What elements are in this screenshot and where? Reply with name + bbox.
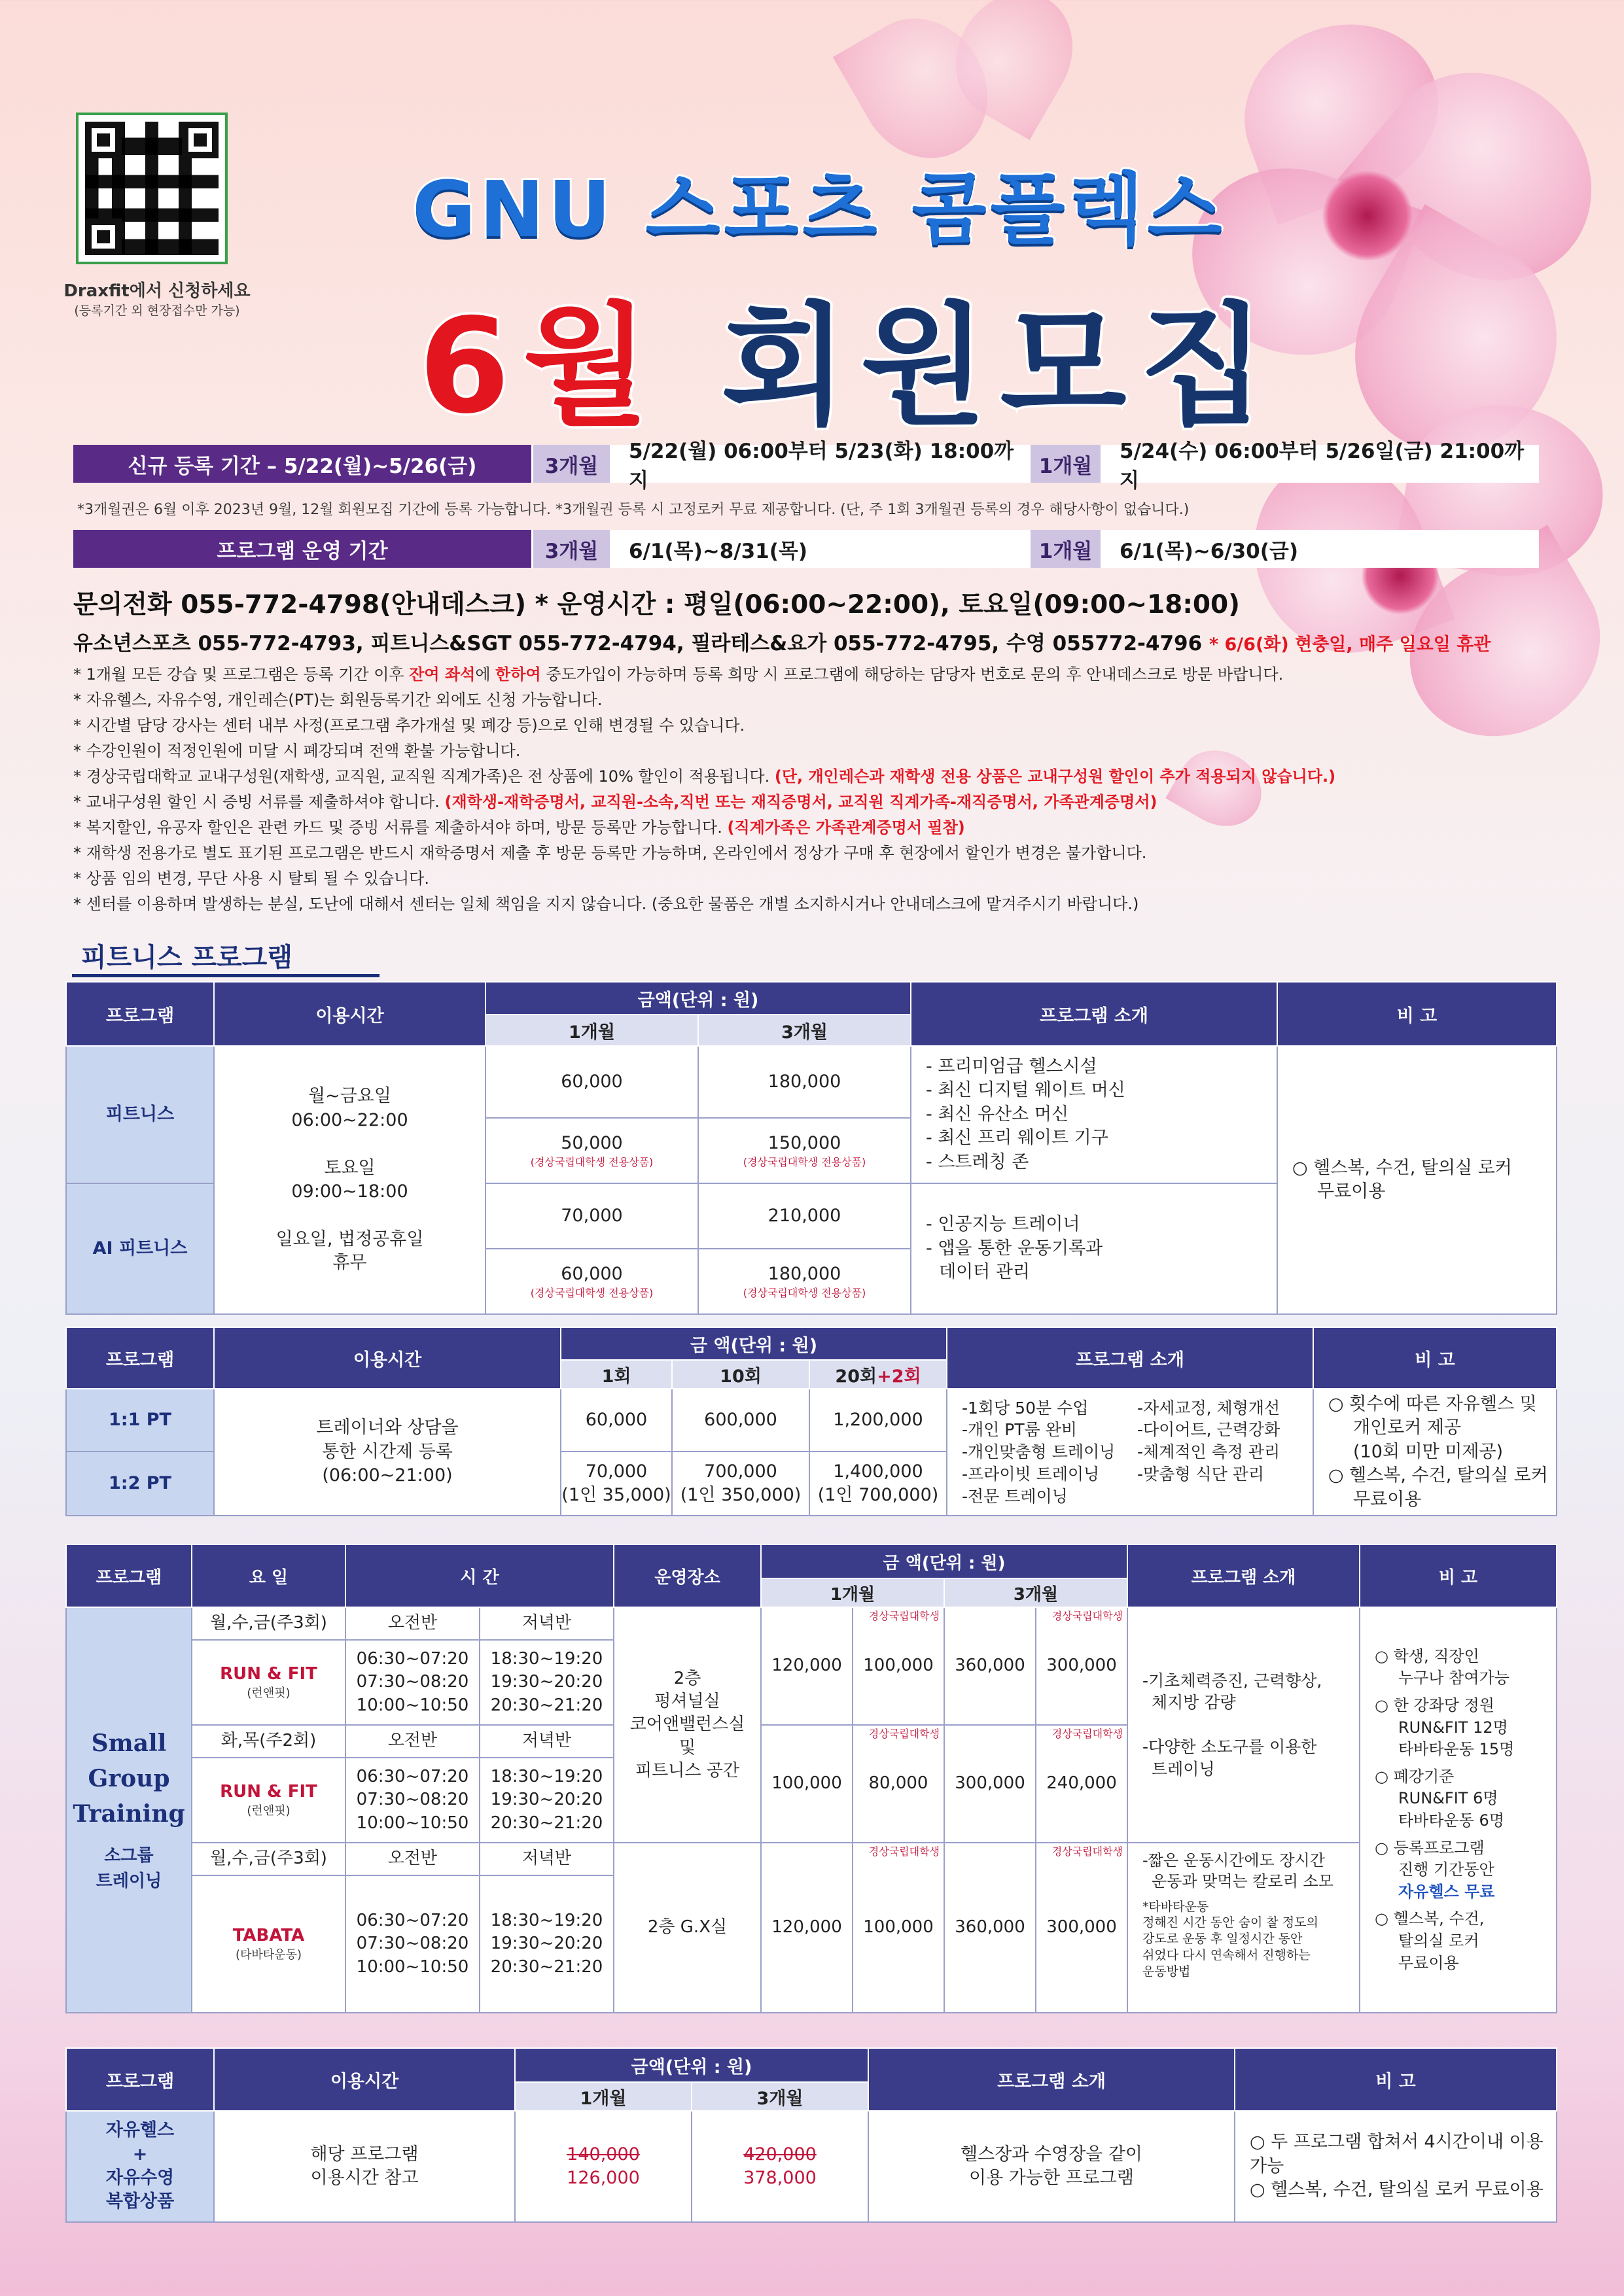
program-fitness: 피트니스	[66, 1046, 214, 1183]
notice-list	[73, 662, 1578, 917]
notice-item: * 시간별 담당 강사는 센터 내부 사정(프로그램 추가개설 및 폐강 등)으로 인해 변경될 수 있습니다.	[73, 716, 745, 735]
program-tabata: TABATA (타바타운동)	[192, 1875, 345, 2013]
fitness-hours: 월~금요일 06:00~22:00 토요일 09:00~18:00 일요일, 법정공휴일 휴무	[214, 1046, 485, 1314]
title-line1: GNU 스포츠 콤플렉스	[412, 164, 1226, 254]
contact-info: 문의전화 055-772-4798(안내데스크) * 운영시간 : 평일(06:00~22:00), 토요일(09:00~18:00)	[73, 590, 1241, 619]
notice-item: * 수강인원이 적정인원에 미달 시 폐강되며 전액 환불 가능합니다.	[73, 742, 521, 760]
program-ai-fitness: AI 피트니스	[66, 1183, 214, 1314]
runfit-intro: -기초체력증진, 근력향상, 체지방 감량 -다양한 소도구를 이용한 트레이닝	[1127, 1607, 1360, 1843]
program-sgt: Small Group Training 소그룹 트레이닝	[66, 1607, 192, 2013]
notice-item: * 자유헬스, 자유수영, 개인레슨(PT)는 회원등록기간 외에도 신청 가능합니다.	[73, 691, 603, 709]
fitness-intro: - 프리미엄급 헬스시설 - 최신 디지털 웨이트 머신 - 최신 유산소 머신 - 최신 프리 웨이트 기구 - 스트레칭 존	[911, 1046, 1277, 1183]
fitness-note: ○ 헬스복, 수건, 탈의실 로커 무료이용	[1277, 1046, 1557, 1314]
notice-item: * 교내구성원 할인 시 증빙 서류를 제출하셔야 합니다. (재학생-재학증명서, 교직원-소속,직번 또는 재직증명서, 교직원 직계가족-재직증명서, 가족관계증명서)	[73, 793, 1157, 811]
notice-item: * 1개월 모든 강습 및 프로그램은 등록 기간 이후 잔여 좌석에 한하여 중도가입이 가능하며 등록 희망 시 프로그램에 해당하는 담당자 번호로 문의 후 안내데스크로 방문 바랍니다.	[73, 665, 1284, 684]
pt-intro: -1회당 50분 수업 -자세교정, 체형개선 -개인 PT룸 완비 -다이어트, 근력강화 -개인맞춤형 트레이닝 -체계적인 측정 관리 -프라이빗 트레이닝 -맞춤형 식단 관리 -전문 트레이닝	[947, 1389, 1313, 1516]
program-combo: 자유헬스 + 자유수영 복합상품	[66, 2111, 214, 2222]
program-runfit-2: RUN & FIT (런앤핏)	[192, 1758, 345, 1843]
combo-table: 프로그램 이용시간 금액(단위 : 원) 프로그램 소개 비 고 1개월 3개월 자유헬스 + 자유수영 복합상품 해당 프로그램 이용시간 참고 140,000 126,000 420,000 378,000 헬스장과 수영장을 같이 이용 가능한 프로그램 ○ 두 프로그램 합쳐서 4시간이내 이용가능 ○ 헬스복, 수건, 탈의실 로커 무료이용	[65, 2047, 1557, 2223]
program-pt-1-2: 1:2 PT	[66, 1452, 214, 1516]
notice-item: * 상품 임의 변경, 무단 사용 시 탈퇴 될 수 있습니다.	[73, 869, 430, 888]
program-pt-1-1: 1:1 PT	[66, 1389, 214, 1452]
qr-subcaption: (등록기간 외 현장접수만 가능)	[74, 304, 240, 318]
notice-item: * 복지할인, 유공자 할인은 관련 카드 및 증빙 서류를 제출하셔야 하며, 방문 등록만 가능합니다. (직계가족은 가족관계증명서 필참)	[73, 818, 965, 837]
title-line2: 6월 회원모집	[419, 290, 1279, 443]
qr-caption: Draxfit에서 신청하세요	[63, 281, 251, 301]
program-runfit-1: RUN & FIT (런앤핏)	[192, 1640, 345, 1725]
operation-period-bar: 프로그램 운영 기간 3개월 6/1(목)~8/31(목) 1개월 6/1(목)~6/30(금)	[73, 530, 1539, 568]
tabata-intro: -짧은 운동시간에도 장시간 운동과 맞먹는 칼로리 소모 *타바타운동 정해진 시간 동안 숨이 찰 정도의 강도로 운동 후 일정시간 동안 쉬었다 다시 연속해서 진행하는 운동방법	[1127, 1843, 1360, 2013]
sgt-note: ○ 학생, 직장인 누구나 참여가능 ○ 한 강좌당 정원 RUN&FIT 12명 타바타운동 15명 ○ 폐강기준 RUN&FIT 6명 타바타운동 6명 ○ 등록프로그램 진행 기간동안 자유헬스 무료 ○ 헬스복, 수건, 탈의실 로커 무료이용	[1360, 1607, 1557, 2013]
pt-note: ○ 횟수에 따른 자유헬스 및 개인로커 제공 (10회 미만 미제공) ○ 헬스복, 수건, 탈의실 로커 무료이용	[1313, 1389, 1557, 1516]
place-gx: 2층 G.X실	[614, 1843, 761, 2013]
registration-note: *3개월권은 6월 이후 2023년 9월, 12월 회원모집 기간에 등록 가능합니다. *3개월권 등록 시 고정로커 무료 제공합니다. (단, 주 1회 3개월권 등록의 경우 해당사항이 없습니다.)	[77, 502, 1190, 518]
department-phones: 유소년스포츠 055-772-4793, 피트니스&SGT 055-772-4794, 필라테스&요가 055-772-4795, 수영 055772-4796 * 6/6(화) 현충일, 매주 일요일 휴관	[73, 632, 1491, 655]
fitness-table: 프로그램 이용시간 금액(단위 : 원) 프로그램 소개 비 고 1개월 3개월 피트니스 월~금요일 06:00~22:00 토요일 09:00~18:00 일요일, 법정공휴일 휴무 60,000 180,000 - 프리미엄급 헬스시설 - 최신 디지털 웨이트 머신 - 최신 유산소 머신 - 최신 프리 웨이트 기구 - 스트레칭 존 ○ 헬스복, 수건, 탈의실 로커 무료이용 50,000 (경상국립대학생 전용상품) 150,000 (경상국립대학생 전용상품) AI 피트니스 70,000 210,000 - 인공지능 트레이너 - 앱을 통한 운동기록과 데이터 관리 60,000 (경상국립대학생 전용상품) 180,000 (경상국립대학생 전용상품)	[65, 981, 1557, 1315]
section-title: 피트니스 프로그램	[72, 937, 380, 977]
pt-hours: 트레이너와 상담을 통한 시간제 등록 (06:00~21:00)	[214, 1389, 561, 1516]
notice-item: * 재학생 전용가로 별도 표기된 프로그램은 반드시 재학증명서 제출 후 방문 등록만 가능하며, 온라인에서 정상가 구매 후 현장에서 할인가 변경은 불가합니다.	[73, 844, 1147, 862]
sgt-table: 프로그램 요 일 시 간 운영장소 금 액(단위 : 원) 프로그램 소개 비 고 1개월 3개월 Small Group Training 소그룹 트레이닝 월,수,금(주3회) 오전반 저녁반 2층 펑셔널실 코어앤밸런스실 및 피트니스 공간 120,000 경상국립대학생 100,000 360,000 경상국립대학생 300,000 -기초체력증진, 근력향상, 체지방 감량 -다양한 소도구를 이용한 트레이닝 ○ 학생, 직장인 누구나 참여가능 ○ 한 강좌당 정원 RUN&FIT 12명 타바타운동 15명 ○ 폐강기준 RUN&FIT 6명 타바타운동 6명 ○ 등록프로그램 진행 기간동안 자유헬스 무료 ○ 헬스복, 수건, 탈의실 로커 무료이용 RUN & FIT (런앤핏) 06:30~07:20 07:30~08:20 10:00~10:50 18:30~19:20 19:30~20:20 20:30~21:20 화,목(주2회) 오전반 저녁반 100,000 경상국립대학생 80,000 300,000 경상국립대학생 240,000 RUN & FIT (런앤핏) 06:30~07:20 07:30~08:20 10:00~10:50 18:30~19:20 19:30~20:20 20:30~21:20 월,수,금(주3회) 오전반 저녁반 2층 G.X실 120,000 경상국립대학생 100,000 360,000 경상국립대학생 300,000 -짧은 운동시간에도 장시간 운동과 맞먹는 칼로리 소모 *타바타운동 정해진 시간 동안 숨이 찰 정도의 강도로 운동 후 일정시간 동안 쉬었다 다시 연속해서 진행하는 운동방법 TABATA (타바타운동) 06:30~07:20 07:30~08:20 10:00~10:50 18:30~19:20 19:30~20:20 20:30~21:20	[65, 1544, 1557, 2013]
pt-table: 프로그램 이용시간 금 액(단위 : 원) 프로그램 소개 비 고 1회 10회 20회+2회 1:1 PT 트레이너와 상담을 통한 시간제 등록 (06:00~21:00) 60,000 600,000 1,200,000 -1회당 50분 수업 -자세교정, 체형개선 -개인 PT룸 완비 -다이어트, 근력강화 -개인맞춤형 트레이닝 -체계적인 측정 관리 -프라이빗 트레이닝 -맞춤형 식단 관리 -전문 트레이닝 ○ 횟수에 따른 자유헬스 및 개인로커 제공 (10회 미만 미제공) ○ 헬스복, 수건, 탈의실 로커 무료이용 1:2 PT 70,000 (1인 35,000) 700,000 (1인 350,000) 1,400,000 (1인 700,000)	[65, 1327, 1557, 1516]
notice-item: * 센터를 이용하며 발생하는 분실, 도난에 대해서 센터는 일체 책임을 지지 않습니다. (중요한 물품은 개별 소지하시거나 안내데스크에 맡겨주시기 바랍니다.)	[73, 895, 1139, 913]
qr-code[interactable]	[76, 113, 228, 264]
place-functional: 2층 펑셔널실 코어앤밸런스실 및 피트니스 공간	[614, 1607, 761, 1843]
ai-fitness-intro: - 인공지능 트레이너 - 앱을 통한 운동기록과 데이터 관리	[911, 1183, 1277, 1314]
notice-item: * 경상국립대학교 교내구성원(재학생, 교직원, 교직원 직계가족)은 전 상품에 10% 할인이 적용됩니다. (단, 개인레슨과 재학생 전용 상품은 교내구성원 할인이 추가 적용되지 않습니다.)	[73, 767, 1336, 786]
registration-period-bar: 신규 등록 기간 – 5/22(월)~5/26(금) 3개월 5/22(월) 06:00부터 5/23(화) 18:00까지 1개월 5/24(수) 06:00부터 5/26일(금) 21:00까지	[73, 445, 1539, 483]
